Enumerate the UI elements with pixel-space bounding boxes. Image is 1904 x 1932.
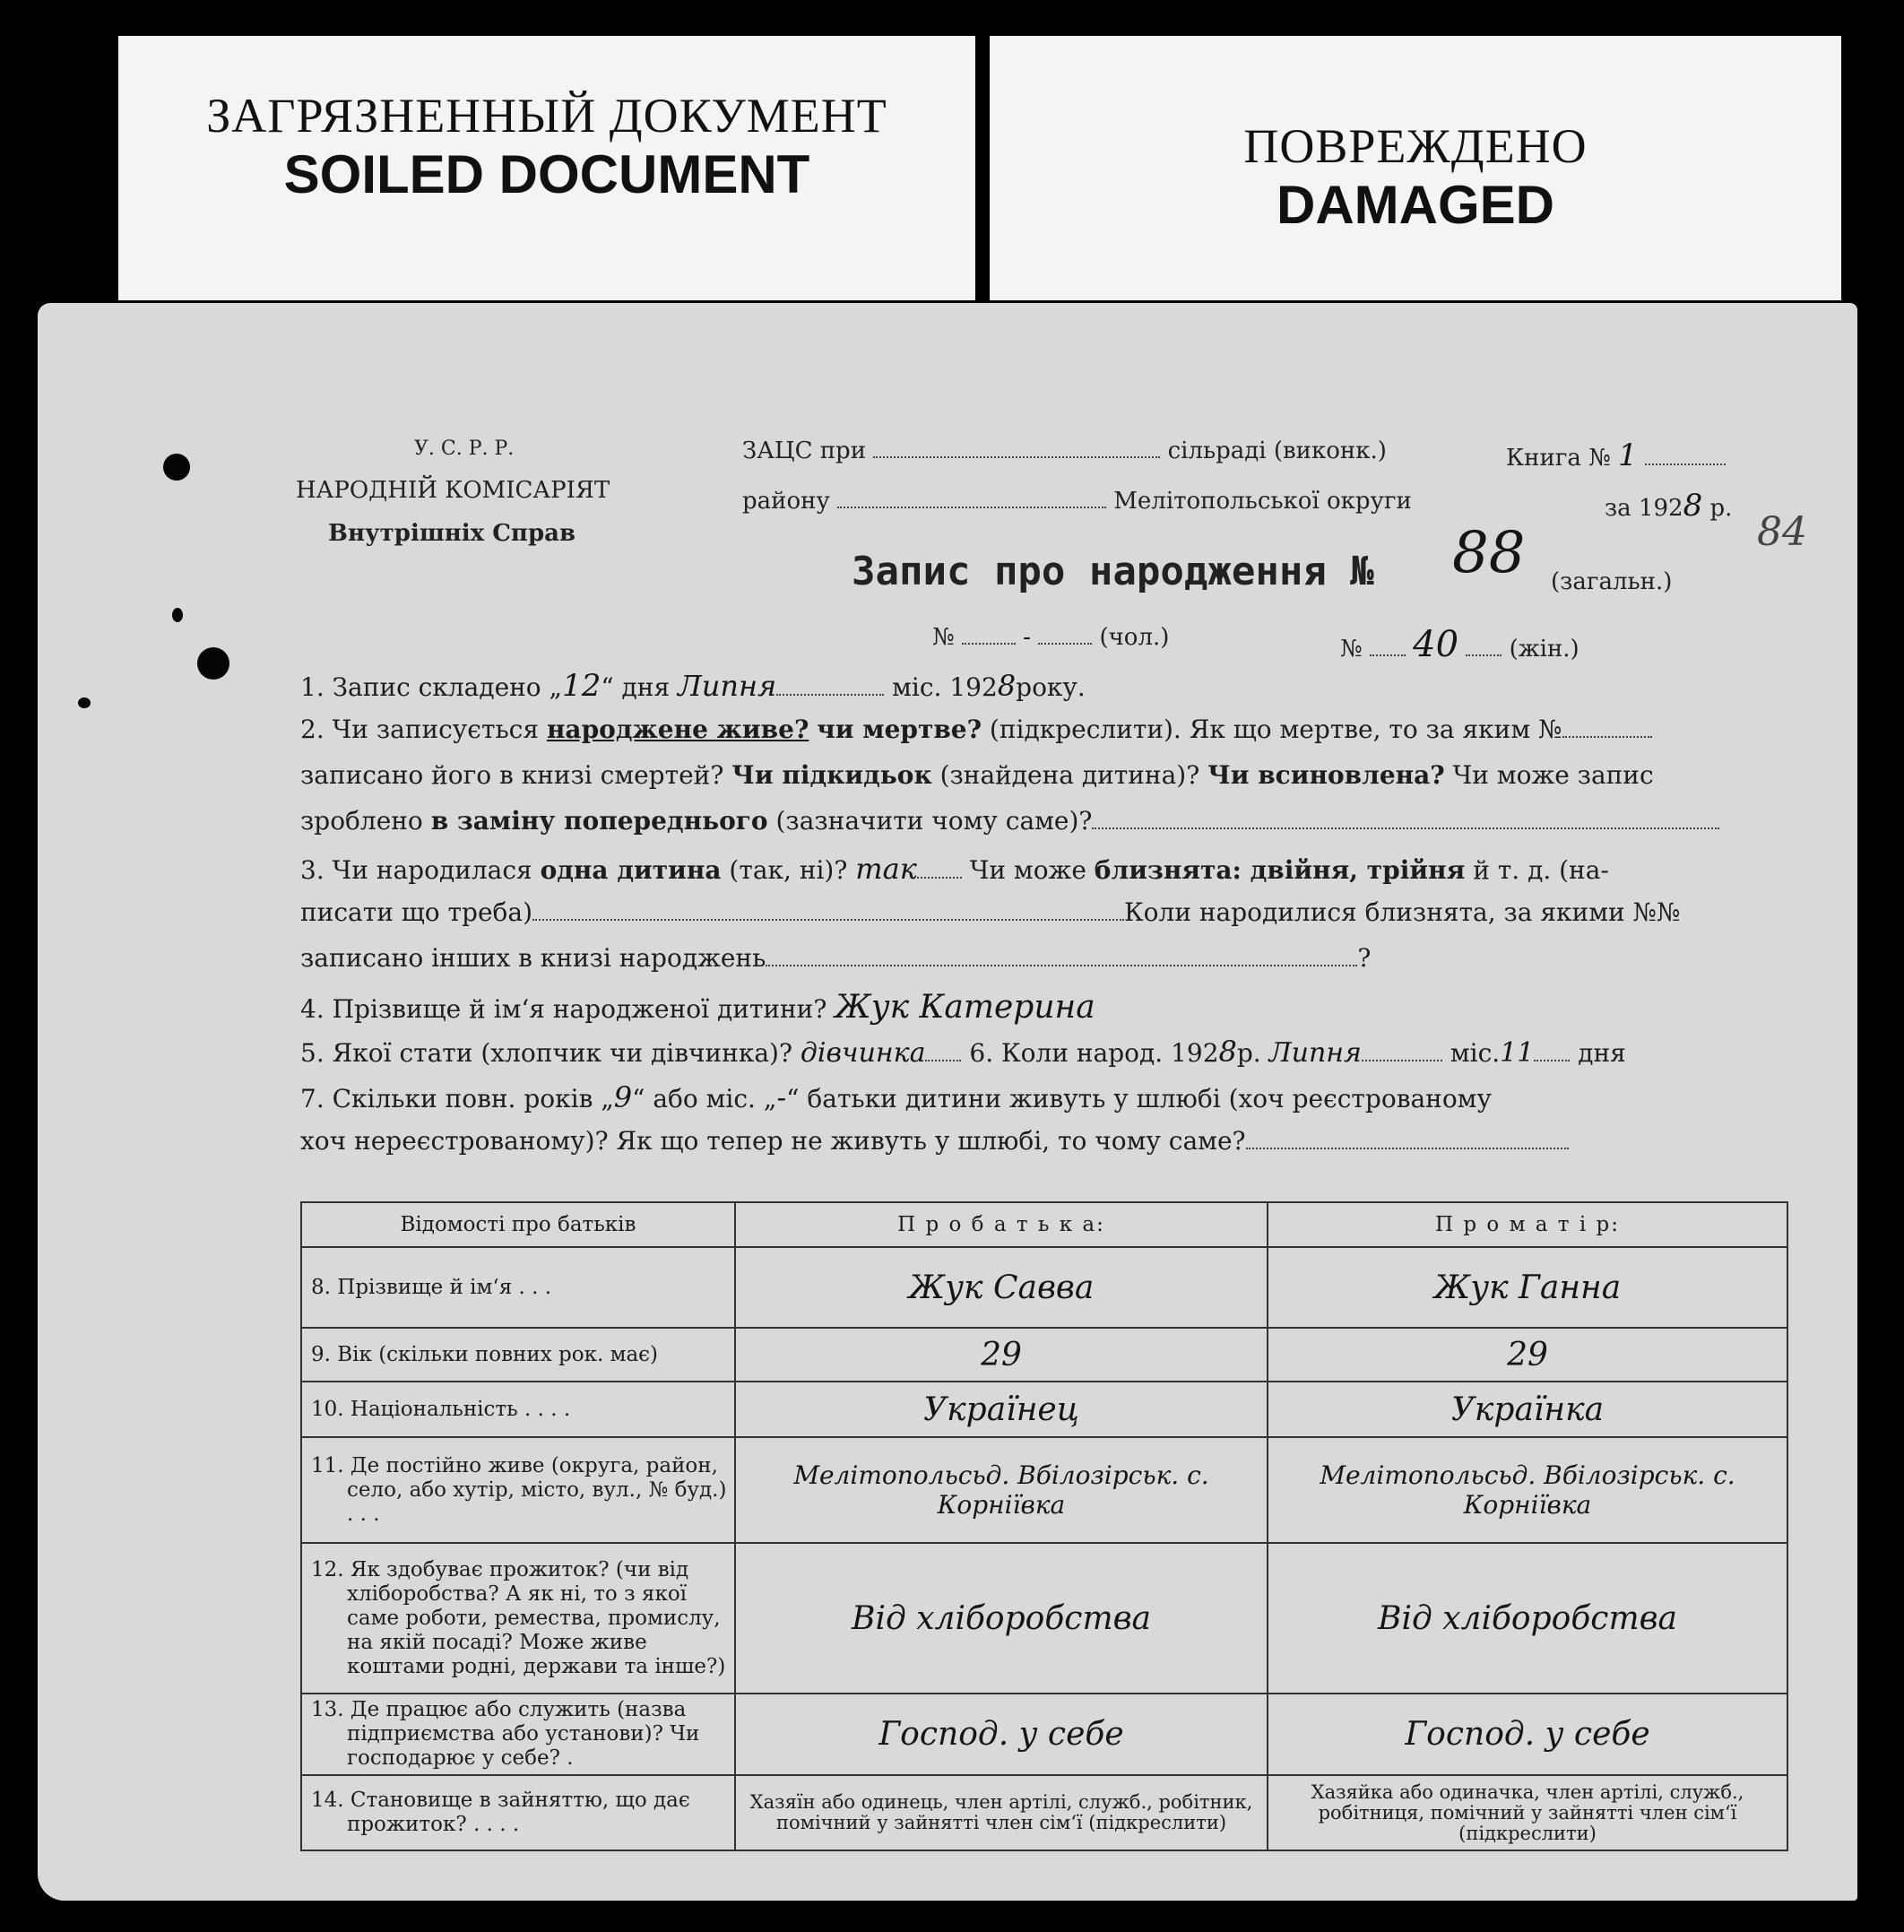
punch-hole [172,608,183,622]
soiled-document-label [118,36,975,300]
zags-label: ЗАЦС при сільраді (виконк.) [742,438,1387,464]
table-row [301,1543,1787,1694]
father-cell: Мелітопольсьд. Вбілозірськ. с. Корніївка [735,1437,1268,1543]
record-title: Запис про народження № [852,549,1374,594]
question-cell: 11. Де постійно живе (округа, район, село, або хутір, місто, вул., № буд.) . . . [301,1437,735,1543]
table-row [301,1437,1787,1543]
mother-cell: Господ. у себе [1268,1694,1787,1775]
header-cell: Відомості про батьків [301,1202,735,1247]
question-cell: 12. Як здобуває прожиток? (чи від хліборобства? А як ні, то з якої саме роботи, ремества, промислу, на якій посаді? Може живе коштами родні, держави та інше?) [301,1543,735,1694]
rayon-label: району Мелітопольської округи [742,488,1412,515]
question-cell: 14. Становище в зайняттю, що дає прожиток? . . . . [301,1775,735,1850]
line-11: хоч нереєстрованому)? Як що тепер не живуть у шлюбі, то чому саме? [300,1126,1788,1156]
father-cell: Хазяїн або одинець, член артілі, служб., робітник, помічний у зайнятті член сім‘ї (підкреслити) [735,1775,1268,1850]
parents-table [300,1201,1788,1851]
question-cell: 9. Вік (скільки повних рок. має) [301,1328,735,1382]
line-4: зроблено в заміну попереднього (зазначити чому саме)? [300,806,1788,836]
mother-cell: Мелітопольсьд. Вбілозірськ. с. Корніївка [1268,1437,1787,1543]
father-cell: Господ. у себе [735,1694,1268,1775]
line-6: писати що треба) Коли народилися близнята, за якими №№ [300,897,1681,927]
record-female-no: № 40 (жін.) [1340,624,1579,665]
table-row [301,1694,1787,1775]
line-3: записано його в книзі смертей? Чи підкидьок (знайдена дитина)? Чи всиновлена? Чи може запис [300,760,1654,790]
label-en-text: DAMAGED [1277,175,1554,235]
mother-cell: Хазяйка або одиначка, член артілі, служб., робітниця, помічний у зайнятті член сім‘ї (підкреслити) [1268,1775,1787,1850]
line-8: 4. Прізвище й ім‘я народженої дитини? Жук Катерина [300,989,1095,1026]
child-name: Жук Катерина [835,989,1095,1026]
header-cell: П р о м а т і р: [1268,1202,1787,1247]
year-label: за 1928 р. [1605,488,1733,524]
question-cell: 13. Де працює або служить (назва підприємства або установи)? Чи господарює у себе? . [301,1694,735,1775]
org-internal-affairs: Внутрішніх Справ [328,520,576,547]
record-general: (загальн.) [1551,568,1673,595]
org-commissariat: НАРОДНІЙ КОМІСАРІЯТ [296,477,610,504]
father-cell: Від хліборобства [735,1543,1268,1694]
punch-hole [78,697,91,708]
question-cell: 8. Прізвище й ім‘я . . . [301,1247,735,1328]
mother-cell: Жук Ганна [1268,1247,1787,1328]
table-header-row [301,1202,1787,1247]
table-row [301,1247,1787,1328]
record-male-no: № - (чол.) [932,624,1170,651]
punch-hole [197,647,229,680]
header-cell: П р о б а т ь к а: [735,1202,1268,1247]
table-row [301,1328,1787,1382]
margin-note: 84 [1757,509,1807,555]
record-number: 88 [1452,520,1526,586]
line-9: 5. Якої стати (хлопчик чи дівчинка)? дівчинка 6. Коли народ. 1928р. Липня міс.11 дня [300,1035,1626,1069]
punch-hole [163,454,190,481]
line-2: 2. Чи записується народжене живе? чи мертве? (підкреслити). Як що мертве, то за яким № [300,715,1788,744]
question-cell: 10. Національність . . . . [301,1382,735,1437]
father-cell: 29 [735,1328,1268,1382]
damaged-label [990,36,1841,300]
mother-cell: Українка [1268,1382,1787,1437]
book-number: 1 [1618,438,1638,473]
label-ru-text: ЗАГРЯЗНЕННЫЙ ДОКУМЕНТ [206,89,887,143]
book-label: Книга № 1 [1506,438,1726,473]
line-10: 7. Скільки повн. років „9“ або міс. „-“ батьки дитини живуть у шлюбі (хоч реєстрованому [300,1080,1492,1114]
label-ru-text: ПОВРЕЖДЕНО [1243,119,1588,173]
label-en-text: SOILED DOCUMENT [283,144,810,204]
table-row [301,1775,1787,1850]
father-cell: Українец [735,1382,1268,1437]
line-5: 3. Чи народилася одна дитина (так, ні)? так Чи може близнята: двійня, трійня й т. д. (на- [300,852,1609,886]
mother-cell: Від хліборобства [1268,1543,1787,1694]
line-7: записано інших в книзі народжень ? [300,943,1372,973]
table-row [301,1382,1787,1437]
mother-cell: 29 [1268,1328,1787,1382]
father-cell: Жук Савва [735,1247,1268,1328]
line-1: 1. Запис складено „12“ дня Липня міс. 1928року. [300,668,1086,704]
org-ussr: У. С. Р. Р. [414,438,515,460]
